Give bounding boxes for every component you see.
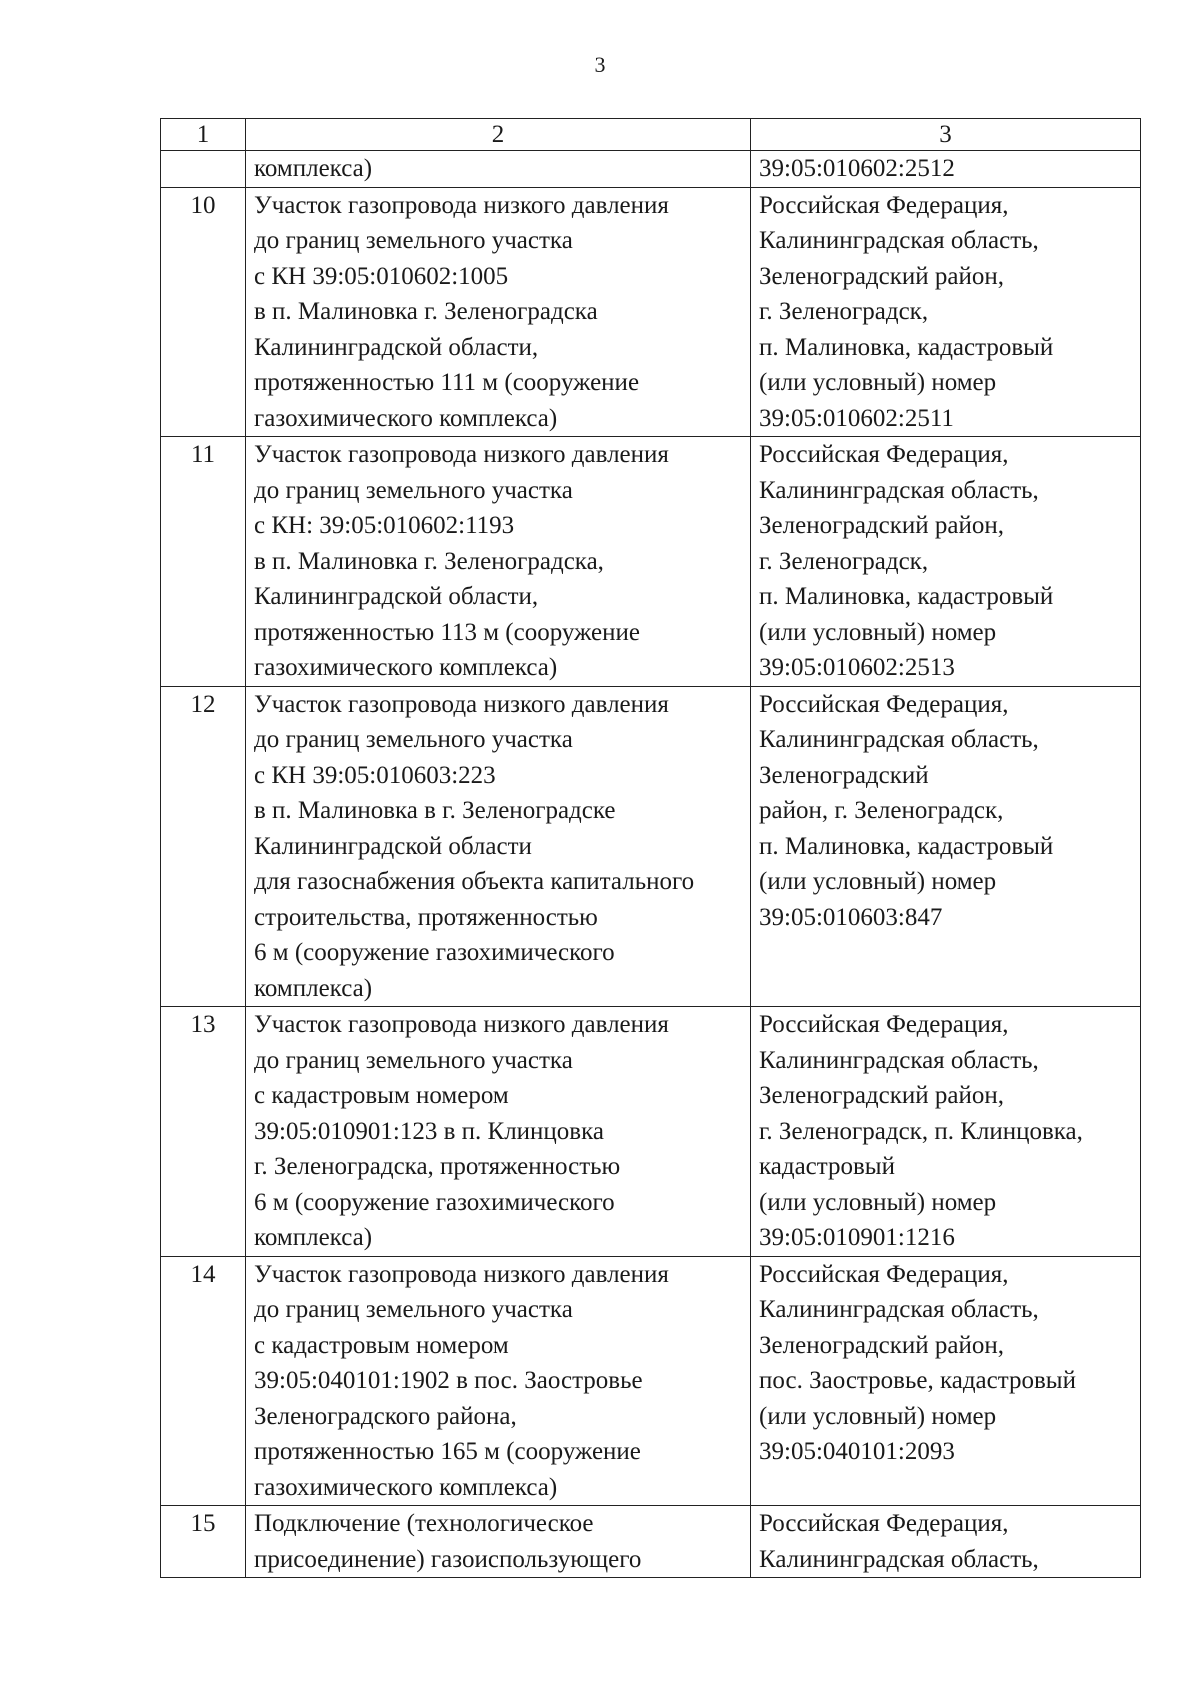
object-description-line: комплекса) — [254, 155, 373, 182]
column-header-2: 2 — [246, 119, 751, 151]
object-description-line: протяженностью 165 м (сооружение — [254, 1438, 641, 1465]
object-location-line: 39:05:010603:847 — [759, 903, 943, 931]
table-row — [161, 686, 1141, 1007]
object-description-line: с КН 39:05:010602:1005 — [254, 262, 509, 290]
object-location — [751, 187, 1141, 437]
object-description-line: строительства, протяженностью — [254, 903, 598, 931]
object-description-line: г. Зеленоградска, протяженностью — [254, 1153, 621, 1180]
object-description-line: Участок газопровода низкого давления — [254, 690, 669, 718]
object-description — [246, 1007, 751, 1257]
object-location-line: Калининградская область, — [759, 1545, 1039, 1573]
table-body — [161, 151, 1141, 1578]
object-location-line: Зеленоградский район, — [759, 512, 1004, 539]
row-number: 13 — [161, 1007, 246, 1257]
object-description — [246, 1256, 751, 1506]
object-location-line: г. Зеленоградск, — [759, 298, 929, 325]
object-location-line: 39:05:010602:2513 — [759, 654, 955, 681]
table-row — [161, 187, 1141, 437]
object-location-line: Калининградская область, — [759, 1296, 1039, 1323]
object-description-line: комплекса) — [254, 1224, 373, 1251]
object-description-line: с КН: 39:05:010602:1193 — [254, 512, 515, 539]
object-description-line: до границ земельного участка — [254, 476, 573, 504]
page-number: 3 — [594, 52, 606, 77]
object-description-line: Участок газопровода низкого давления — [254, 1011, 669, 1038]
object-location-line: Калининградская область, — [759, 1046, 1039, 1074]
table-row — [161, 1256, 1141, 1506]
object-location — [751, 437, 1141, 687]
object-location-line: пос. Заостровье, кадастровый — [759, 1367, 1076, 1394]
object-description-line: Калининградской области, — [254, 333, 539, 361]
object-location-line: район, г. Зеленоградск, — [759, 797, 1004, 824]
object-description-line: Участок газопровода низкого давления — [254, 441, 669, 468]
object-location-line: Российская Федерация, — [759, 191, 1009, 219]
object-description-line: присоединение) газоиспользующего — [254, 1545, 642, 1573]
table-row — [161, 1506, 1141, 1578]
object-description-line: 6 м (сооружение газохимического — [254, 939, 615, 966]
object-description — [246, 686, 751, 1007]
object-location — [751, 1007, 1141, 1257]
object-description — [246, 437, 751, 687]
object-description-line: протяженностью 113 м (сооружение — [254, 618, 640, 646]
object-description — [246, 187, 751, 437]
object-description-line: с кадастровым номером — [254, 1082, 509, 1109]
object-location-line: Российская Федерация, — [759, 1011, 1009, 1038]
object-description-line: Зеленоградского района, — [254, 1402, 517, 1430]
row-number — [161, 151, 246, 188]
object-description-line: до границ земельного участка — [254, 1046, 573, 1074]
object-location — [751, 1256, 1141, 1506]
row-number: 12 — [161, 686, 246, 1007]
object-location — [751, 1506, 1141, 1578]
object-location-line: 39:05:010901:1216 — [759, 1224, 955, 1251]
object-location-line: Калининградская область, — [759, 476, 1039, 504]
object-description-line: до границ земельного участка — [254, 726, 573, 753]
column-header-3: 3 — [751, 119, 1141, 151]
object-description-line: 6 м (сооружение газохимического — [254, 1188, 615, 1216]
object-description-line: Калининградской области, — [254, 583, 539, 610]
object-location-line: (или условный) номер — [759, 1402, 997, 1430]
object-location-line: (или условный) номер — [759, 618, 997, 646]
object-description-line: в п. Малиновка г. Зеленоградска — [254, 298, 598, 325]
object-description-line: Калининградской области — [254, 832, 532, 860]
object-description-line: до границ земельного участка — [254, 1296, 573, 1323]
object-description-line: газохимического комплекса) — [254, 404, 558, 432]
object-description — [246, 1506, 751, 1578]
object-description-line: в п. Малиновка г. Зеленоградска, — [254, 547, 604, 575]
objects-table — [160, 118, 1141, 1578]
object-location-line: Зеленоградский — [759, 761, 929, 789]
object-location-line: г. Зеленоградск, п. Клинцовка, — [759, 1117, 1083, 1145]
object-description-line: Подключение (технологическое — [254, 1510, 594, 1537]
object-description-line: газохимического комплекса) — [254, 1473, 558, 1501]
object-description-line: с КН 39:05:010603:223 — [254, 761, 496, 789]
object-location-line: Калининградская область, — [759, 227, 1039, 254]
table-header — [161, 119, 1141, 151]
object-description-line: с кадастровым номером — [254, 1331, 509, 1359]
object-location-line: Российская Федерация, — [759, 1510, 1009, 1537]
object-location — [751, 151, 1141, 188]
column-header-1: 1 — [161, 119, 246, 151]
row-number: 15 — [161, 1506, 246, 1578]
object-location-line: Зеленоградский район, — [759, 1331, 1004, 1359]
object-location — [751, 686, 1141, 1007]
object-description-line: для газоснабжения объекта капитального — [254, 868, 695, 895]
object-location-line: Зеленоградский район, — [759, 1082, 1004, 1109]
row-number: 11 — [161, 437, 246, 687]
object-description-line: до границ земельного участка — [254, 227, 573, 254]
object-location-line: Калининградская область, — [759, 726, 1039, 753]
row-number: 10 — [161, 187, 246, 437]
object-description-line: Участок газопровода низкого давления — [254, 1260, 669, 1288]
object-location-line: (или условный) номер — [759, 369, 997, 396]
object-location-line: Зеленоградский район, — [759, 262, 1004, 290]
object-description-line: в п. Малиновка в г. Зеленоградске — [254, 797, 616, 824]
object-location-line: 39:05:040101:2093 — [759, 1438, 955, 1465]
table-row — [161, 1007, 1141, 1257]
object-location-line: (или условный) номер — [759, 868, 997, 895]
object-description-line: Участок газопровода низкого давления — [254, 191, 669, 219]
header-row — [161, 119, 1141, 151]
object-location-line: г. Зеленоградск, — [759, 547, 929, 575]
row-number: 14 — [161, 1256, 246, 1506]
object-description — [246, 151, 751, 188]
object-location-line: 39:05:010602:2511 — [759, 404, 954, 432]
object-description-line: комплекса) — [254, 974, 373, 1002]
table-row — [161, 437, 1141, 687]
object-location-line: п. Малиновка, кадастровый — [759, 583, 1054, 610]
object-location-line: п. Малиновка, кадастровый — [759, 832, 1054, 860]
object-location-line: п. Малиновка, кадастровый — [759, 333, 1054, 361]
table-row — [161, 151, 1141, 188]
object-location-line: (или условный) номер — [759, 1188, 997, 1216]
object-description-line: газохимического комплекса) — [254, 654, 558, 681]
object-location-line: кадастровый — [759, 1153, 895, 1180]
object-description-line: протяженностью 111 м (сооружение — [254, 369, 640, 396]
object-location-line: Российская Федерация, — [759, 441, 1009, 468]
object-description-line: 39:05:040101:1902 в пос. Заостровье — [254, 1367, 643, 1394]
object-location-line: 39:05:010602:2512 — [759, 155, 955, 182]
object-description-line: 39:05:010901:123 в п. Клинцовка — [254, 1117, 604, 1145]
object-location-line: Российская Федерация, — [759, 1260, 1009, 1288]
object-location-line: Российская Федерация, — [759, 690, 1009, 718]
